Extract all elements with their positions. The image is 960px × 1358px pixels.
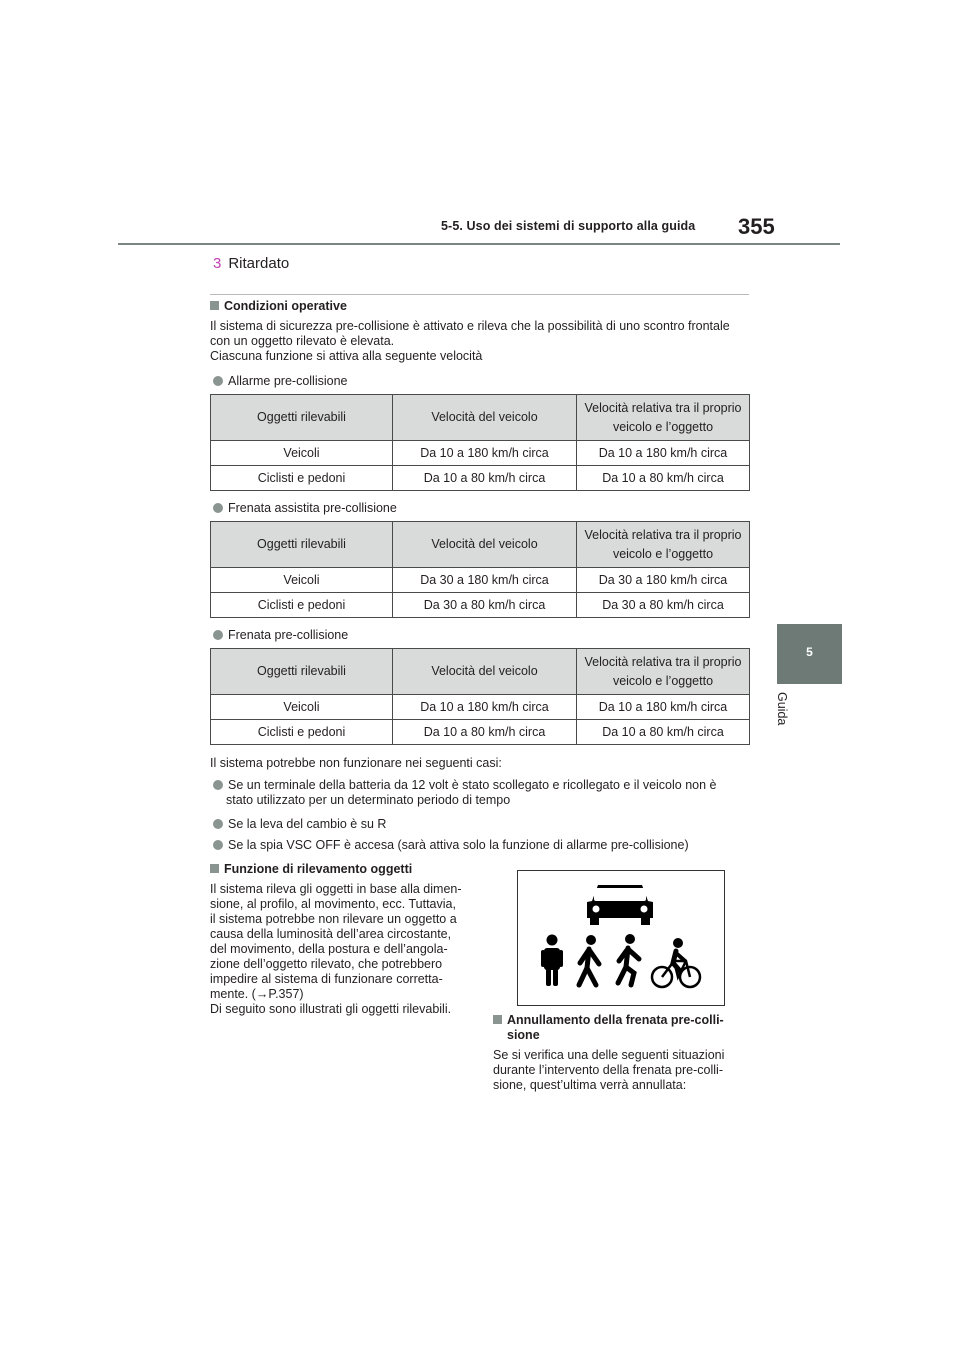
operating-conditions-heading: Condizioni operative [210,299,755,314]
paragraph-line: impedire al sistema di funzionare corretta- [210,972,443,986]
round-bullet-icon [213,630,223,640]
round-bullet-icon [213,503,223,513]
detection-heading: Funzione di rilevamento oggetti [210,862,472,877]
round-bullet-icon [213,819,223,829]
step-item [213,255,289,272]
paragraph-line: sione, quest’ultima verrà annullata: [493,1078,687,1092]
table-row: Ciclisti e pedoni Da 10 a 80 km/h circa Da 10 a 80 km/h circa [211,466,750,491]
cancellation-heading: Annullamento della frenata pre-colli- [493,1013,738,1028]
header-objects: Oggetti rilevabili [211,649,393,695]
table-row: Veicoli Da 10 a 180 km/h circa Da 10 a 180 km/h circa [211,695,750,720]
list-item: Se la leva del cambio è su R [213,817,753,832]
intro-line: con un oggetto rilevato è elevata. [210,334,395,348]
paragraph-line: Se si verifica una delle seguenti situazioni [493,1048,725,1062]
header-relative-speed: Velocità relativa tra il proprio veicolo e l’oggetto [577,395,750,441]
header-vehicle-speed: Velocità del veicolo [393,522,577,568]
paragraph-line: del movimento, della postura e dell’angola- [210,942,448,956]
chapter-tab [777,624,842,684]
list-item: Se la spia VSC OFF è accesa (sarà attiva solo la funzione di allarme pre-collisione) [213,838,753,853]
step-label: Ritardato [228,255,290,272]
header-vehicle-speed: Velocità del veicolo [393,395,577,441]
intro-line: Il sistema di sicurezza pre-collisione è attivato e rileva che la possibilità di uno scontro frontale [210,319,730,333]
chapter-number: 5 [806,645,813,659]
chapter-label: Guida [775,692,789,726]
paragraph-line: sione, al profilo, al movimento, ecc. Tuttavia, [210,897,456,911]
paragraph-line: Il sistema rileva gli oggetti in base alla dimen- [210,882,462,896]
cancellation-heading-cont: sione [507,1028,540,1042]
step-number: 3 [213,255,222,272]
round-bullet-icon [213,840,223,850]
car-front-icon [587,885,653,925]
paragraph-line: Di seguito sono illustrati gli oggetti rilevabili. [210,1002,452,1016]
table-title: Allarme pre-collisione [213,374,348,389]
table-row: Ciclisti e pedoni Da 10 a 80 km/h circa Da 10 a 80 km/h circa [211,720,750,745]
pedestrian-running-icon [618,934,639,985]
header-objects: Oggetti rilevabili [211,522,393,568]
header-objects: Oggetti rilevabili [211,395,393,441]
round-bullet-icon [213,780,223,790]
detectable-objects-figure [517,870,725,1006]
page-reference[interactable]: mente. (→P.357) [210,987,304,1001]
malfunction-intro: Il sistema potrebbe non funzionare nei seguenti casi: [210,756,502,770]
square-bullet-icon [210,864,219,873]
paragraph-line: causa della luminosità dell’area circostante, [210,927,452,941]
paragraph-line: zione dell’oggetto rilevato, che potrebbero [210,957,443,971]
round-bullet-icon [213,376,223,386]
page-number: 355 [738,214,775,239]
cyclist-icon [652,938,700,987]
header-divider [118,243,840,245]
list-item: Se un terminale della batteria da 12 volt è stato scollegato e ricollegato e il veicolo non è stato utilizzato per un determinato periodo di tempo [213,778,753,808]
paragraph-line: il sistema potrebbe non rilevare un oggetto a [210,912,457,926]
section-divider [210,294,749,295]
table-row: Veicoli Da 10 a 180 km/h circa Da 10 a 180 km/h circa [211,441,750,466]
speed-table-warning [210,394,750,491]
intro-line: Ciascuna funzione si attiva alla seguente velocità [210,349,483,363]
square-bullet-icon [493,1015,502,1024]
operating-conditions [210,299,755,364]
header-relative-speed: Velocità relativa tra il proprio veicolo e l’oggetto [577,522,750,568]
table-title: Frenata pre-collisione [213,628,348,643]
square-bullet-icon [210,301,219,310]
header-vehicle-speed: Velocità del veicolo [393,649,577,695]
header-relative-speed: Velocità relativa tra il proprio veicolo e l’oggetto [577,649,750,695]
speed-table-braking [210,648,750,745]
pedestrian-walking-icon [579,935,599,985]
cancellation-section [493,1013,738,1093]
speed-table-brake-assist [210,521,750,618]
section-title: 5-5. Uso dei sistemi di supporto alla guida [441,219,696,233]
table-row: Veicoli Da 30 a 180 km/h circa Da 30 a 180 km/h circa [211,568,750,593]
table-title: Frenata assistita pre-collisione [213,501,397,516]
pedestrian-standing-icon [541,935,563,987]
figure-svg [518,871,724,1005]
table-row: Ciclisti e pedoni Da 30 a 80 km/h circa Da 30 a 80 km/h circa [211,593,750,618]
chapter-label-wrap [770,692,810,752]
paragraph-line: durante l’intervento della frenata pre-colli- [493,1063,723,1077]
detection-section [210,862,472,1017]
